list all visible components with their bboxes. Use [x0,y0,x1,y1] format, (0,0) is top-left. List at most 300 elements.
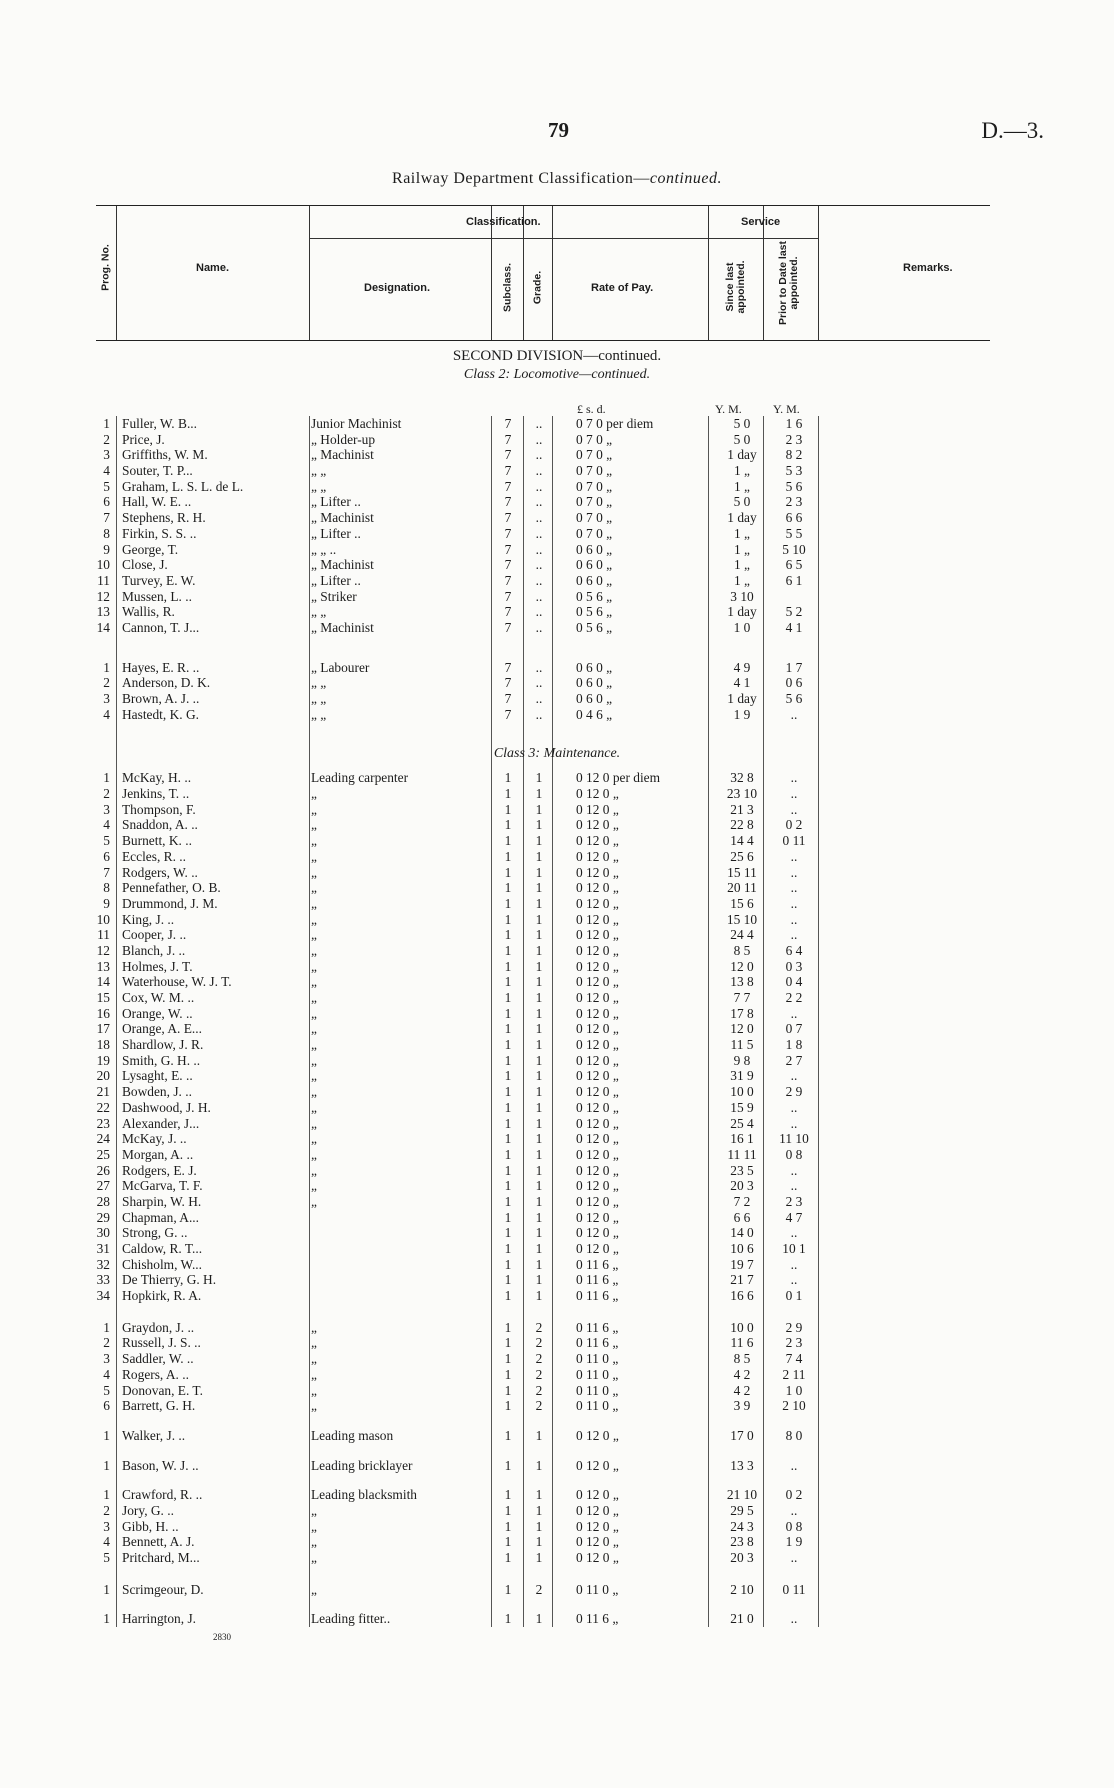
cell-designation: „ [311,1534,317,1550]
cell-prior: .. [790,1457,798,1473]
cell-sub: 1 [504,864,512,880]
cell-designation: „ [311,911,317,927]
cell-sub: 1 [504,848,512,864]
cell-sub: 7 [504,557,512,573]
cell-no: 22 [96,1099,110,1115]
cell-rate: 0 12 0 „ [576,1052,619,1068]
cell-since: 22 8 [730,817,754,833]
table-row [96,510,990,526]
cell-since: 1 day [727,604,757,620]
cell-grade: 1 [535,864,543,880]
cell-prior: .. [790,880,798,896]
cell-rate: 0 12 0 „ [576,1146,619,1162]
cell-prior: .. [790,1272,798,1288]
cell-since: 5 0 [733,494,751,510]
cell-name: Bason, W. J. .. [122,1457,199,1473]
cell-prior: 5 3 [785,463,803,479]
cell-prior: 4 7 [785,1209,803,1225]
cell-name: Cannon, T. J... [122,619,200,635]
cell-sub: 1 [504,1518,512,1534]
table-row [96,1487,990,1503]
cell-grade: 2 [535,1335,543,1351]
cell-since: 1 9 [733,706,751,722]
cell-designation: „ [311,801,317,817]
cell-grade: .. [535,557,543,573]
cell-prior: 8 2 [785,447,803,463]
cell-designation: „ [311,895,317,911]
cell-rate: 0 12 0 „ [576,817,619,833]
cell-sub: 1 [504,1037,512,1053]
table-row [96,447,990,463]
cell-since: 5 0 [733,431,751,447]
table-row [96,959,990,975]
cell-prior: 0 2 [785,1487,803,1503]
cell-sub: 1 [504,1335,512,1351]
cell-designation: Leading blacksmith [311,1487,417,1503]
cell-no: 33 [96,1272,110,1288]
cell-name: Walker, J. .. [122,1427,186,1443]
cell-grade: 1 [535,1534,543,1550]
cell-designation: „ [311,942,317,958]
cell-grade: 1 [535,1146,543,1162]
cell-designation: „ [311,1398,317,1414]
cell-grade: 1 [535,990,543,1005]
table-row [96,707,990,723]
cell-since: 6 6 [733,1209,751,1225]
cell-rate: 0 6 0 „ [576,572,613,588]
table-row [96,1178,990,1194]
cell-since: 21 0 [730,1611,754,1627]
cell-sub: 1 [504,942,512,958]
cell-sub: 1 [504,1146,512,1162]
cell-name: Gibb, H. .. [122,1518,179,1534]
cell-prior: 6 5 [785,557,803,573]
cell-prior: .. [790,801,798,817]
table-row [96,1582,990,1598]
cell-sub: 1 [504,1427,512,1443]
table-row [96,660,990,676]
cell-name: Hastedt, K. G. [122,706,199,722]
cell-since: 24 3 [730,1518,754,1534]
cell-sub: 1 [504,1502,512,1518]
cell-designation: „ [311,864,317,880]
cell-designation: „ Machinist [311,510,374,526]
cell-rate: 0 12 0 „ [576,927,619,943]
cell-no: 31 [96,1241,110,1256]
cell-since: 15 11 [727,864,757,880]
cell-no: 19 [96,1052,110,1068]
cell-prior: .. [790,895,798,911]
cell-no: 1 [103,1487,110,1503]
cell-sub: 1 [504,1581,512,1597]
cell-prior: 10 1 [782,1241,806,1256]
column-rule [116,416,117,1627]
cell-prior: 2 3 [785,1193,803,1209]
cell-grade: .. [535,588,543,604]
cell-sub: 1 [504,1005,512,1021]
cell-since: 20 3 [730,1178,754,1194]
cell-prior: .. [790,706,798,722]
document-reference: D.—3. [981,118,1044,143]
cell-name: Jory, G. .. [122,1502,174,1518]
cell-designation: „ [311,1351,317,1367]
cell-rate: 0 11 6 „ [576,1256,619,1272]
cell-since: 20 3 [730,1550,754,1565]
cell-sub: 7 [504,691,512,706]
header-since-last: Since last appointed. [724,260,747,314]
cell-name: Crawford, R. .. [122,1487,203,1503]
table-row [96,1367,990,1383]
cell-designation: „ „ [311,463,327,479]
cell-name: Strong, G. .. [122,1225,188,1241]
cell-no: 1 [103,659,110,675]
cell-name: Saddler, W. .. [122,1351,194,1367]
cell-designation: „ [311,1021,317,1037]
cell-prior: 5 2 [785,604,803,620]
cell-name: Thompson, F. [122,801,196,817]
cell-prior: .. [790,1068,798,1084]
cell-sub: 7 [504,447,512,463]
cell-no: 7 [103,864,110,880]
table-row [96,1241,990,1257]
cell-grade: 1 [535,1550,543,1565]
cell-name: Griffiths, W. M. [122,447,208,463]
cell-since: 21 3 [730,801,754,817]
cell-name: Blanch, J. .. [122,942,186,958]
cell-prior: .. [790,911,798,927]
cell-no: 3 [103,691,110,706]
cell-name: Rodgers, W. .. [122,864,198,880]
cell-no: 1 [103,1427,110,1443]
cell-rate: 0 7 0 per diem [576,416,654,431]
cell-name: Waterhouse, W. J. T. [122,974,232,990]
cell-prior: .. [790,1162,798,1178]
cell-no: 32 [96,1256,110,1272]
cell-no: 6 [103,848,110,864]
cell-since: 1 „ [734,478,750,494]
cell-since: 13 3 [730,1457,754,1473]
cell-name: Stephens, R. H. [122,510,206,526]
cell-sub: 7 [504,588,512,604]
cell-prior: 0 1 [785,1288,803,1304]
cell-designation: „ [311,1550,317,1565]
cell-rate: 0 6 0 „ [576,659,613,675]
cell-designation: „ [311,1099,317,1115]
cell-rate: 0 12 0 „ [576,1550,619,1565]
table-row [96,1503,990,1519]
cell-grade: 1 [535,1209,543,1225]
cell-grade: 1 [535,1115,543,1131]
table-row [96,1534,990,1550]
cell-prior: .. [790,1225,798,1241]
cell-rate: 0 5 6 „ [576,604,613,620]
table-row [96,1163,990,1179]
table-row [96,1351,990,1367]
cell-rate: 0 11 0 „ [576,1382,619,1398]
cell-prior: .. [790,1502,798,1518]
cell-designation: Leading mason [311,1427,394,1443]
table-row [96,1550,990,1566]
cell-rate: 0 11 0 „ [576,1398,619,1414]
cell-sub: 1 [504,1457,512,1473]
cell-no: 10 [96,557,110,573]
cell-rate: 0 12 0 „ [576,958,619,974]
cell-prior: 2 3 [785,431,803,447]
cell-no: 18 [96,1037,110,1053]
table-row [96,1272,990,1288]
cell-since: 5 0 [733,416,751,431]
cell-sub: 7 [504,510,512,526]
table-row [96,1006,990,1022]
cell-no: 3 [103,1518,110,1534]
cell-sub: 1 [504,1351,512,1367]
table-row [96,865,990,881]
cell-rate: 0 12 0 „ [576,1225,619,1241]
cell-grade: 1 [535,895,543,911]
cell-since: 14 0 [730,1225,754,1241]
cell-no: 28 [96,1193,110,1209]
table-row [96,1194,990,1210]
cell-no: 1 [103,1319,110,1335]
cell-name: Rogers, A. .. [122,1366,189,1382]
table-row [96,1288,990,1304]
cell-prior: 0 4 [785,974,803,990]
cell-designation: „ [311,1193,317,1209]
cell-sub: 7 [504,478,512,494]
cell-designation: „ Holder-up [311,431,376,447]
cell-grade: 1 [535,942,543,958]
column-rule [309,416,310,1627]
cell-grade: 1 [535,1502,543,1518]
cell-name: Hopkirk, R. A. [122,1288,202,1304]
cell-no: 4 [103,1366,110,1382]
cell-sub: 1 [504,833,512,849]
table-row [96,786,990,802]
cell-name: King, J. .. [122,911,175,927]
cell-designation: „ [311,1178,317,1194]
cell-name: Lysaght, E. .. [122,1068,193,1084]
cell-rate: 0 12 0 „ [576,1427,619,1443]
cell-prior: 0 3 [785,958,803,974]
cell-designation: „ „ [311,478,327,494]
cell-grade: .. [535,431,543,447]
table-row [96,557,990,573]
cell-no: 1 [103,1581,110,1597]
cell-rate: 0 7 0 „ [576,525,613,541]
cell-name: Turvey, E. W. [122,572,196,588]
cell-prior: 0 2 [785,817,803,833]
cell-designation: „ „ [311,675,327,691]
table-row [96,1335,990,1351]
cell-sub: 1 [504,1178,512,1194]
cell-grade: .. [535,416,543,431]
units-money: £ s. d. [577,402,606,416]
cell-rate: 0 11 0 „ [576,1351,619,1367]
cell-designation: „ [311,990,317,1005]
cell-since: 12 0 [730,1021,754,1037]
table-row [96,589,990,605]
cell-name: Caldow, R. T... [122,1241,203,1256]
cell-rate: 0 6 0 „ [576,675,613,691]
cell-rate: 0 12 0 „ [576,880,619,896]
cell-since: 7 7 [733,990,751,1005]
cell-rate: 0 11 0 „ [576,1366,619,1382]
cell-prior: 5 5 [785,525,803,541]
cell-no: 5 [103,1382,110,1398]
cell-prior: 1 7 [785,659,803,675]
cell-rate: 0 11 6 „ [576,1335,619,1351]
cell-designation: „ „ [311,706,327,722]
table-row [96,432,990,448]
cell-since: 10 6 [730,1241,754,1256]
cell-no: 7 [103,510,110,526]
cell-no: 17 [96,1021,110,1037]
cell-sub: 1 [504,1611,512,1627]
cell-sub: 1 [504,1209,512,1225]
cell-rate: 0 12 0 „ [576,1502,619,1518]
cell-sub: 1 [504,895,512,911]
cell-prior: 0 8 [785,1518,803,1534]
cell-name: Eccles, R. .. [122,848,186,864]
cell-since: 4 2 [733,1366,751,1382]
cell-sub: 1 [504,1099,512,1115]
cell-grade: 1 [535,880,543,896]
cell-no: 4 [103,706,110,722]
cell-prior: 0 7 [785,1021,803,1037]
cell-sub: 1 [504,1241,512,1256]
cell-grade: 2 [535,1366,543,1382]
cell-grade: .. [535,604,543,620]
cell-name: Pritchard, M... [122,1550,200,1565]
cell-rate: 0 12 0 „ [576,895,619,911]
cell-designation: „ [311,1518,317,1534]
cell-grade: .. [535,619,543,635]
cell-since: 1 „ [734,541,750,557]
cell-since: 25 4 [730,1115,754,1131]
cell-name: Bowden, J. .. [122,1084,192,1100]
cell-sub: 7 [504,659,512,675]
header-grade: Grade. [531,270,544,305]
cell-sub: 7 [504,525,512,541]
cell-grade: .. [535,572,543,588]
cell-rate: 0 12 0 „ [576,1037,619,1053]
cell-no: 6 [103,494,110,510]
table-row [96,620,990,636]
cell-name: Graham, L. S. L. de L. [122,478,244,494]
header-name: Name. [196,262,230,274]
cell-no: 2 [103,1335,110,1351]
cell-sub: 1 [504,1225,512,1241]
cell-sub: 1 [504,958,512,974]
cell-prior: 0 11 [782,833,806,849]
table-header [96,205,990,341]
cell-rate: 0 6 0 „ [576,557,613,573]
cell-no: 34 [96,1288,110,1304]
cell-prior: 1 0 [785,1382,803,1398]
cell-since: 4 2 [733,1382,751,1398]
cell-prior: 0 8 [785,1146,803,1162]
cell-name: Wallis, R. [122,604,175,620]
cell-designation: Leading fitter.. [311,1611,391,1627]
cell-sub: 1 [504,1398,512,1414]
table-row [96,1116,990,1132]
cell-no: 13 [96,604,110,620]
cell-rate: 0 12 0 „ [576,1518,619,1534]
table-row [96,833,990,849]
cell-no: 30 [96,1225,110,1241]
cell-grade: 1 [535,927,543,943]
cell-grade: 1 [535,1256,543,1272]
cell-name: Rodgers, E. J. [122,1162,197,1178]
cell-designation: „ Machinist [311,619,374,635]
cell-since: 15 9 [730,1099,754,1115]
cell-grade: .. [535,541,543,557]
cell-sub: 1 [504,1256,512,1272]
cell-designation: „ [311,1084,317,1100]
cell-prior: 2 10 [782,1398,806,1414]
printer-mark: 2830 [213,1632,231,1642]
cell-name: Chisholm, W... [122,1256,202,1272]
cell-grade: .. [535,478,543,494]
cell-designation: Junior Machinist [311,416,402,431]
cell-grade: 1 [535,1487,543,1503]
cell-prior: .. [790,786,798,802]
table-row [96,1383,990,1399]
cell-grade: .. [535,463,543,479]
cell-rate: 0 7 0 „ [576,463,613,479]
cell-grade: .. [535,510,543,526]
cell-designation: „ [311,848,317,864]
cell-prior: 6 6 [785,510,803,526]
page-number: 79 [548,118,569,142]
cell-rate: 0 7 0 „ [576,510,613,526]
classification-table [96,416,990,1627]
cell-since: 11 11 [727,1146,757,1162]
cell-since: 8 5 [733,942,751,958]
cell-no: 1 [103,416,110,431]
table-row [96,1458,990,1474]
column-rule [708,416,709,1627]
cell-designation: „ [311,1131,317,1147]
table-row [96,1428,990,1444]
cell-rate: 0 7 0 „ [576,478,613,494]
cell-no: 11 [97,927,110,943]
cell-no: 25 [96,1146,110,1162]
cell-no: 5 [103,833,110,849]
cell-rate: 0 7 0 „ [576,494,613,510]
table-row [96,1021,990,1037]
table-row [96,675,990,691]
cell-no: 11 [97,572,110,588]
table-row [96,1131,990,1147]
cell-name: Hayes, E. R. .. [122,659,200,675]
cell-grade: .. [535,675,543,691]
cell-grade: 1 [535,1241,543,1256]
cell-name: Burnett, K. .. [122,833,192,849]
cell-no: 8 [103,880,110,896]
cell-no: 13 [96,958,110,974]
cell-prior: 7 4 [785,1351,803,1367]
cell-grade: 1 [535,1272,543,1288]
cell-sub: 1 [504,770,512,786]
cell-prior: 11 10 [779,1131,809,1147]
cell-designation: „ [311,958,317,974]
cell-name: Cooper, J. .. [122,927,187,943]
cell-sub: 1 [504,1068,512,1084]
cell-designation: „ [311,1146,317,1162]
cell-since: 21 7 [730,1272,754,1288]
cell-designation: „ [311,786,317,802]
